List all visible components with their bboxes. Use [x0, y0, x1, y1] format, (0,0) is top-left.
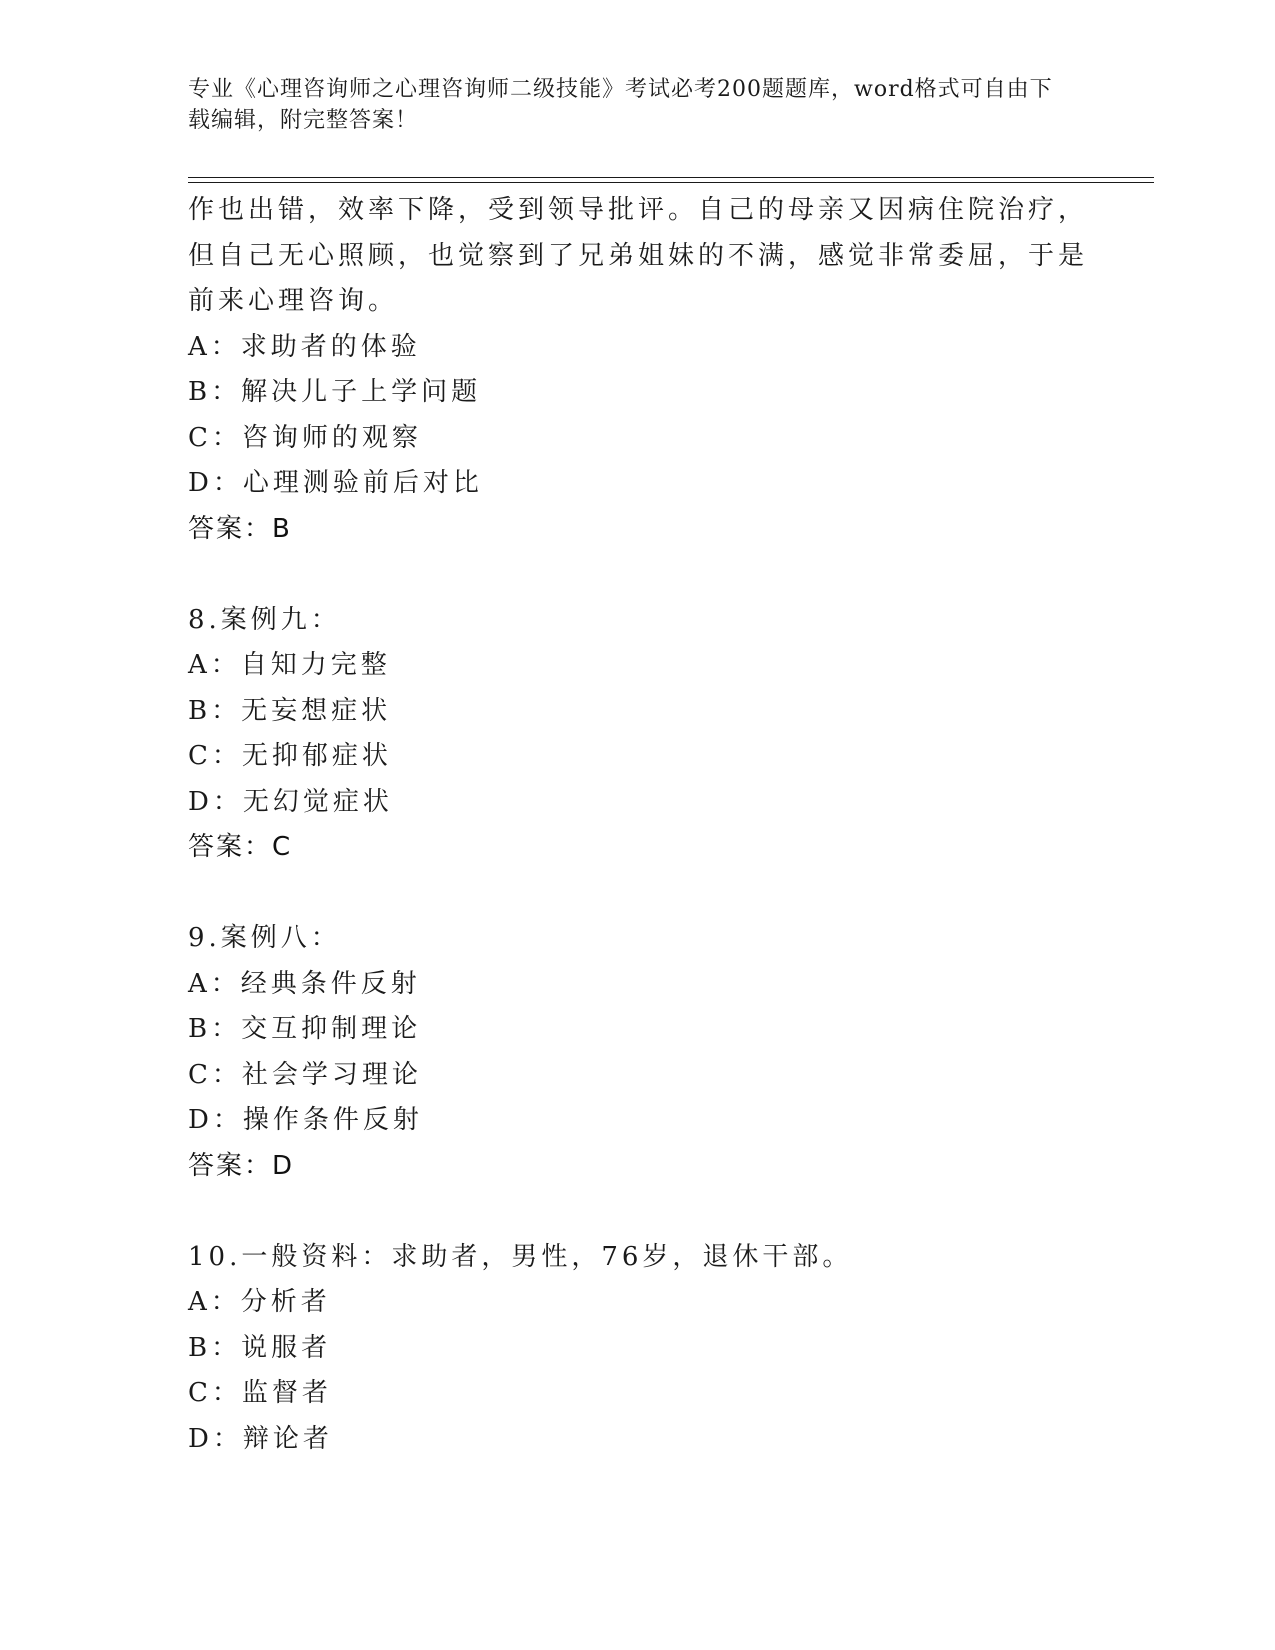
option-c: C：社会学习理论 — [188, 1059, 422, 1090]
option-a: A：分析者 — [188, 1287, 331, 1317]
header-rule-top — [188, 177, 1154, 178]
option-a: A：经典条件反射 — [188, 968, 421, 999]
option-d: D：无幻觉症状 — [188, 786, 393, 817]
option-b: B：解决儿子上学问题 — [188, 377, 482, 407]
option-d: D：操作条件反射 — [188, 1105, 423, 1135]
answer-line: 答案：D — [188, 1150, 295, 1181]
spacer — [188, 1189, 1088, 1235]
question-stem: 8.案例九： — [188, 604, 341, 635]
option-a: A：自知力完整 — [188, 650, 391, 680]
option-c: C：监督者 — [188, 1378, 332, 1408]
question-9 — [188, 916, 1088, 1189]
option-a: A：求助者的体验 — [188, 331, 421, 362]
question-stem: 10.一般资料：求助者，男性，76岁，退休干部。 — [188, 1241, 853, 1272]
option-c: C：咨询师的观察 — [188, 422, 422, 453]
question-10 — [188, 1235, 1088, 1463]
header-rule-bottom — [188, 182, 1154, 183]
option-c: C：无抑郁症状 — [188, 741, 392, 771]
answer-line: 答案：B — [188, 513, 292, 544]
option-b: B：交互抑制理论 — [188, 1014, 422, 1044]
spacer — [188, 552, 1088, 598]
question-text-line: 作也出错，效率下降，受到领导批评。自己的母亲又因病住院治疗， — [188, 195, 1089, 225]
question-8 — [188, 598, 1088, 871]
option-d: D：辩论者 — [188, 1423, 333, 1454]
question-text-line: 前来心理咨询。 — [188, 286, 399, 316]
answer-line: 答案：C — [188, 832, 293, 862]
option-b: B：说服者 — [188, 1332, 332, 1363]
option-d: D：心理测验前后对比 — [188, 468, 483, 498]
option-b: B：无妄想症状 — [188, 695, 392, 726]
question-7-continued — [188, 188, 1088, 552]
document-header: 专业《心理咨询师之心理咨询师二级技能》考试必考200题题库，word格式可自由下载编辑，附完整答案！ — [188, 77, 1053, 133]
spacer — [188, 871, 1088, 917]
question-list — [188, 188, 1088, 1462]
question-stem: 9.案例八： — [188, 923, 341, 953]
question-text-line: 但自己无心照顾，也觉察到了兄弟姐妹的不满，感觉非常委屈，于是 — [188, 240, 1089, 271]
